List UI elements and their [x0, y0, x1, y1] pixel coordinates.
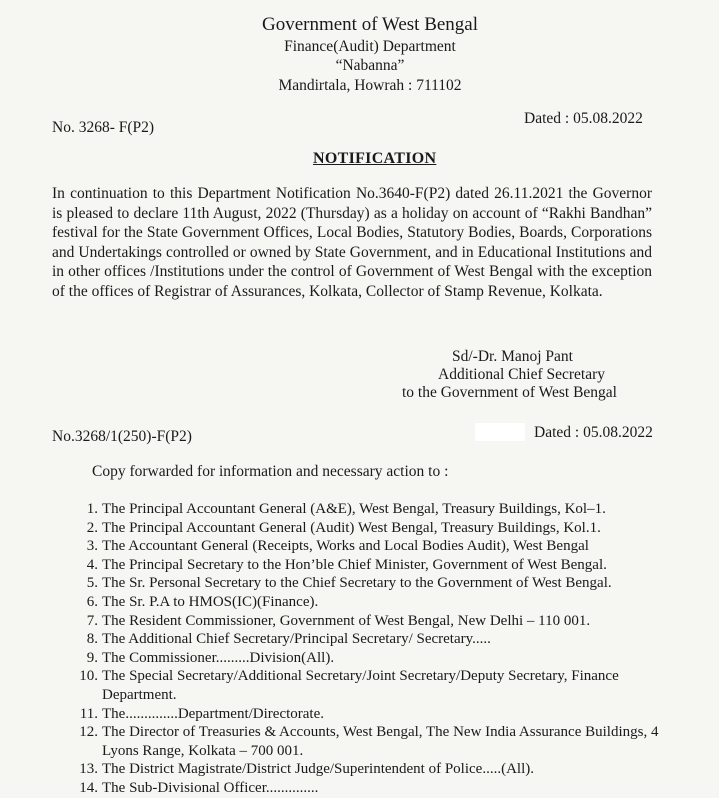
notification-number: No. 3268- F(P2) [52, 119, 155, 136]
header-government: Government of West Bengal [261, 14, 479, 35]
list-item: 4. The Principal Secretary to the Hon’ble Chief Minister, Government of West Bengal. [86, 556, 607, 573]
list-item: 1. The Principal Accountant General (A&E), West Bengal, Treasury Buildings, Kol–1. [86, 501, 606, 517]
header-address: Mandirtala, Howrah : 711102 [278, 77, 462, 94]
copy-number: No.3268/1(250)-F(P2) [52, 428, 192, 445]
list-item: 6. The Sr. P.A to HMOS(IC)(Finance). [86, 593, 319, 610]
list-item: 9. The Commissioner.........Division(All). [86, 649, 335, 666]
recipient-list [74, 500, 674, 798]
list-item: 11. The..............Department/Directorate. [79, 705, 324, 722]
list-item: 3. The Accountant General (Receipts, Works and Local Bodies Audit), West Bengal [86, 538, 589, 555]
notification-body: In continuation to this Department Notification No.3640-F(P2) dated 26.11.2021 the Governor is pleased to declare 11th August, 2022 (Thursday) as a holiday on account of “Rakhi Bandhan” festival for the State Government Offices, Local Bodies, Statutory Bodies, Boards, Corporations and Undertakings controlled or owned by State Government, and in Educational Institutions and in other offices /Institutions under the control of Government of West Bengal with the exception of the offices of Registrar of Assurances, Kolkata, Collector of Stamp Revenue, Kolkata. [52, 185, 652, 300]
list-item: 8. The Additional Chief Secretary/Principal Secretary/ Secretary..... [86, 631, 491, 648]
list-item: 5. The Sr. Personal Secretary to the Chief Secretary to the Government of West Bengal. [86, 575, 612, 592]
notification-date: Dated : 05.08.2022 [524, 110, 643, 127]
signature-name: Sd/-Dr. Manoj Pant [452, 348, 573, 365]
list-item: 13. The District Magistrate/District Judge/Superintendent of Police.....(All). [79, 761, 534, 778]
list-item: 14. The Sub-Divisional Officer.............. [79, 779, 319, 796]
header-department: Finance(Audit) Department [284, 38, 456, 55]
notification-title: NOTIFICATION [313, 150, 437, 167]
list-item: 2. The Principal Accountant General (Audit) West Bengal, Treasury Buildings, Kol.1. [86, 519, 601, 536]
signature-org: to the Government of West Bengal [402, 384, 617, 401]
signature-designation: Additional Chief Secretary [438, 366, 606, 383]
copy-date: Dated : 05.08.2022 [534, 424, 653, 441]
list-item: 12. The Director of Treasuries & Accounts, West Bengal, The New India Assurance Buildings, 4 Lyons Range, Kolkata – 700 001. [79, 724, 659, 759]
redaction-block [475, 423, 525, 441]
list-item: 7. The Resident Commissioner, Government of West Bengal, New Delhi – 110 001. [86, 612, 591, 629]
list-item: 10. The Special Secretary/Additional Secretary/Joint Secretary/Deputy Secretary, Finance Department. [79, 668, 619, 703]
copy-intro: Copy forwarded for information and necessary action to : [92, 463, 449, 480]
header-building: “Nabanna” [335, 57, 405, 74]
